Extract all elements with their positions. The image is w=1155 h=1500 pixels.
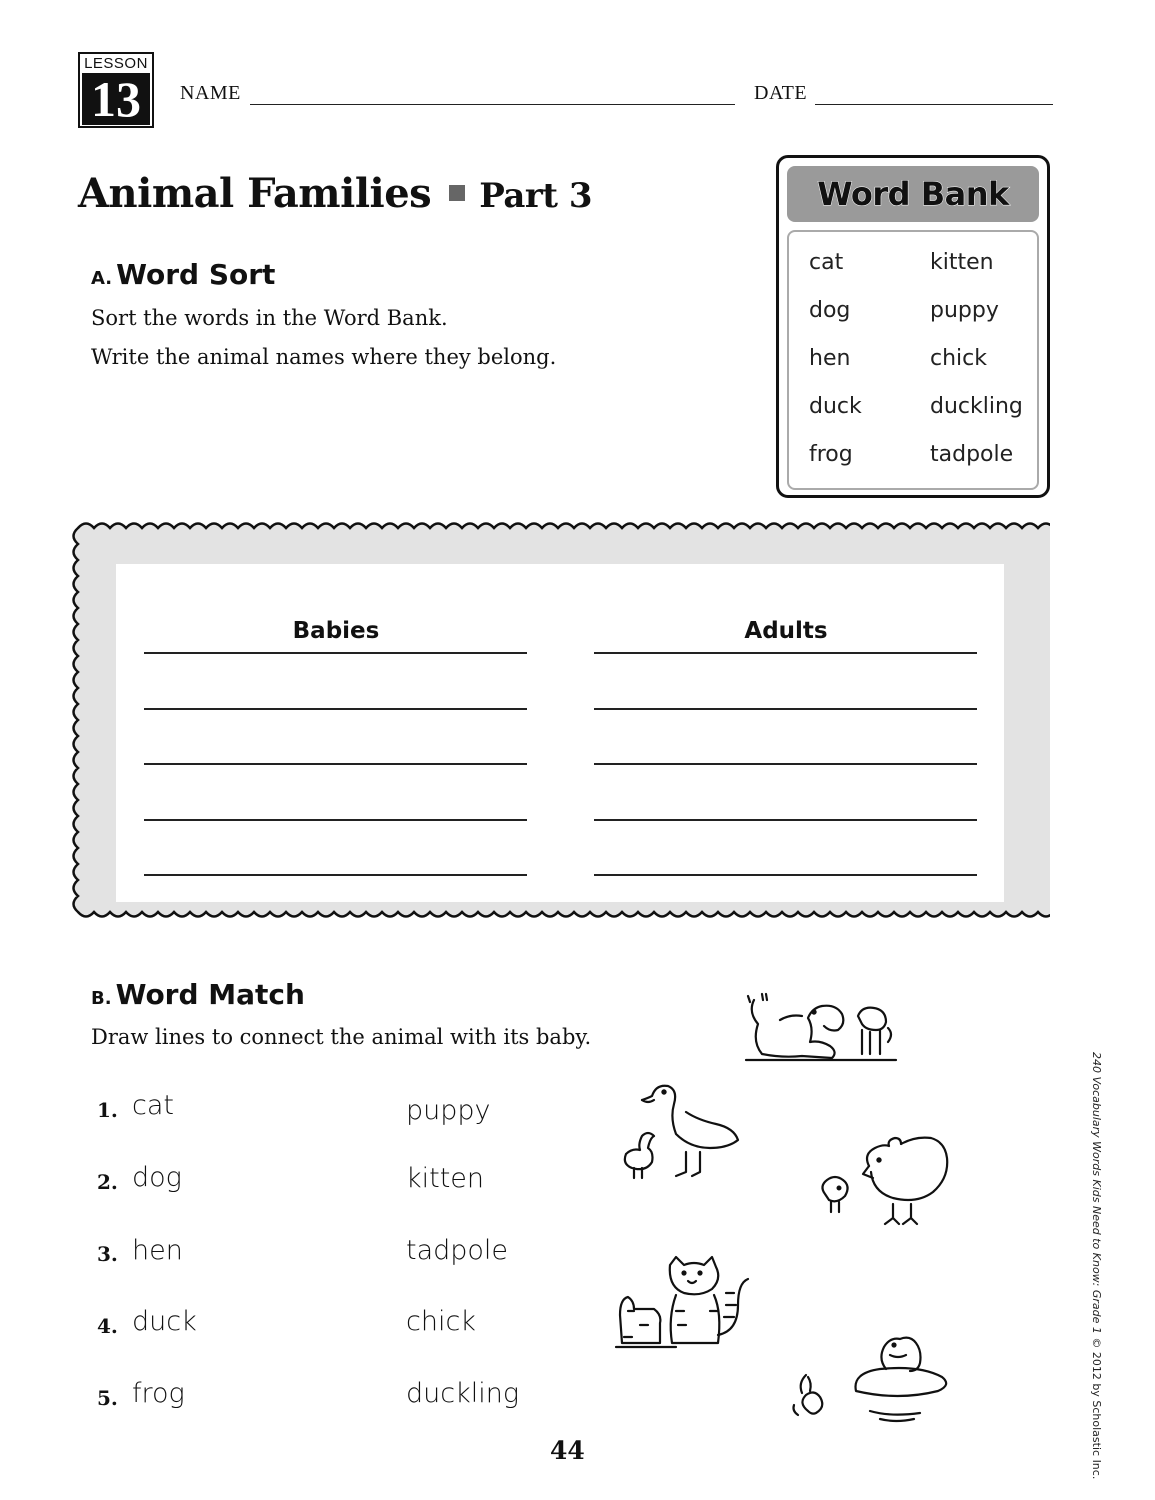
word-bank-word: tadpole xyxy=(930,442,1014,467)
babies-answer-line[interactable] xyxy=(144,763,527,765)
section-a-instruction-1: Sort the words in the Word Bank. xyxy=(91,306,448,330)
match-baby-word[interactable]: tadpole xyxy=(406,1235,509,1266)
title-part: Part 3 xyxy=(479,176,592,216)
dog-and-puppy-illustration xyxy=(740,990,905,1065)
lesson-number: 13 xyxy=(82,73,150,125)
match-baby-word[interactable]: chick xyxy=(406,1306,476,1337)
adults-answer-line[interactable] xyxy=(594,708,977,710)
section-a-title: Word Sort xyxy=(116,258,276,291)
word-bank-title: Word Bank xyxy=(817,175,1009,213)
section-b-heading xyxy=(91,978,305,1011)
word-bank-word: cat xyxy=(809,250,844,275)
match-number: 3. xyxy=(97,1242,118,1266)
match-animal-word[interactable]: hen xyxy=(132,1235,183,1266)
section-a-heading xyxy=(91,258,275,291)
match-baby-word[interactable]: puppy xyxy=(406,1095,491,1126)
adults-column-heading: Adults xyxy=(744,618,828,644)
lesson-label: LESSON xyxy=(84,55,148,72)
title-main: Animal Families xyxy=(78,170,432,217)
section-a-instruction-2: Write the animal names where they belong. xyxy=(91,345,557,369)
match-animal-word[interactable]: dog xyxy=(132,1162,182,1193)
adults-answer-line[interactable] xyxy=(594,763,977,765)
babies-answer-line[interactable] xyxy=(144,652,527,654)
word-bank-word: hen xyxy=(809,346,851,371)
word-bank-header xyxy=(787,166,1039,222)
word-bank-word: puppy xyxy=(930,298,999,323)
match-baby-word[interactable]: duckling xyxy=(406,1378,520,1409)
copyright-notice xyxy=(1090,1052,1103,1479)
book-title: 240 Vocabulary Words Kids Need to Know: Grade 1 xyxy=(1090,1052,1103,1334)
match-number: 4. xyxy=(97,1314,118,1338)
square-bullet-icon xyxy=(449,185,465,201)
lesson-badge xyxy=(78,52,154,128)
frog-and-tadpole-illustration xyxy=(790,1325,960,1435)
match-number: 5. xyxy=(97,1386,118,1410)
word-bank-word: duckling xyxy=(930,394,1023,419)
match-animal-word[interactable]: frog xyxy=(132,1378,185,1409)
word-bank-word: duck xyxy=(809,394,862,419)
babies-answer-line[interactable] xyxy=(144,874,527,876)
date-label: DATE xyxy=(754,82,808,104)
section-b-letter: B. xyxy=(91,988,112,1009)
word-bank-word: chick xyxy=(930,346,987,371)
adults-answer-line[interactable] xyxy=(594,819,977,821)
section-b-title: Word Match xyxy=(115,978,305,1011)
match-animal-word[interactable]: duck xyxy=(132,1306,197,1337)
match-number: 2. xyxy=(97,1170,118,1194)
section-a-letter: A. xyxy=(91,268,113,289)
section-b-instruction: Draw lines to connect the animal with its baby. xyxy=(91,1025,592,1049)
match-baby-word[interactable]: kitten xyxy=(406,1163,485,1194)
copyright-text: © 2012 by Scholastic Inc. xyxy=(1090,1333,1103,1480)
babies-column-heading: Babies xyxy=(292,618,380,644)
word-bank-word: kitten xyxy=(930,250,994,275)
word-bank xyxy=(776,155,1050,498)
name-field[interactable] xyxy=(250,104,735,105)
match-number: 1. xyxy=(97,1098,118,1122)
hen-and-chick-illustration xyxy=(815,1130,955,1232)
page-number: 44 xyxy=(550,1436,585,1465)
word-bank-word: frog xyxy=(809,442,853,467)
word-bank-word: dog xyxy=(809,298,851,323)
name-label: NAME xyxy=(180,82,241,104)
match-animal-word[interactable]: cat xyxy=(132,1090,174,1121)
cat-and-kitten-illustration xyxy=(614,1255,754,1360)
word-sort-box xyxy=(68,518,1050,944)
babies-answer-line[interactable] xyxy=(144,708,527,710)
babies-answer-line[interactable] xyxy=(144,819,527,821)
duck-and-duckling-illustration xyxy=(618,1080,748,1188)
page-title xyxy=(78,170,592,217)
date-field[interactable] xyxy=(815,104,1053,105)
word-sort-panel xyxy=(116,564,1004,902)
word-bank-list xyxy=(787,230,1039,490)
adults-answer-line[interactable] xyxy=(594,652,977,654)
adults-answer-line[interactable] xyxy=(594,874,977,876)
